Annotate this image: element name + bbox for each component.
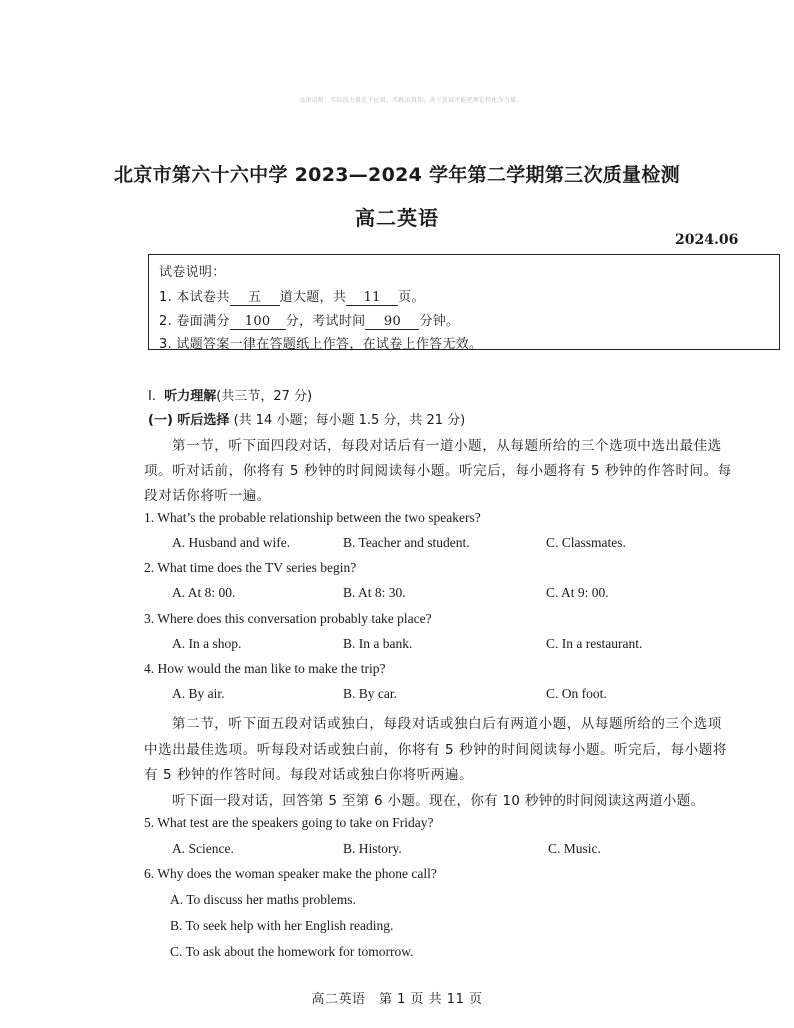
- instructions-text: 分，考试时间: [285, 314, 366, 329]
- question-count: 五: [230, 286, 280, 306]
- exam-date: 2024.06: [675, 232, 739, 248]
- section-heading: [148, 385, 312, 404]
- option-c: C. On foot.: [546, 686, 607, 701]
- option-c: C. Music.: [548, 841, 601, 856]
- intro-paragraph-2-line: 中选出最佳选项。听每段对话或独白前，你将有 5 秒钟的时间阅读每小题。听完后，每小题将: [144, 742, 727, 758]
- exam-subtitle: 高二英语: [355, 206, 439, 230]
- option-a: A. At 8: 00.: [172, 585, 236, 600]
- option-a: A. By air.: [172, 686, 225, 701]
- option-b: B. Teacher and student.: [343, 535, 470, 550]
- option-b: B. History.: [343, 841, 402, 856]
- option-a: A. In a shop.: [172, 636, 242, 651]
- option-b: B. By car.: [343, 686, 397, 701]
- part-info: (共 14 小题；每小题 1.5 分，共 21 分): [233, 413, 466, 428]
- intro-paragraph-1-line: 第一节，听下面四段对话，每段对话后有一道小题，从每题所给的三个选项中选出最佳选: [172, 438, 722, 454]
- option-b: B. To seek help with her English reading.: [170, 918, 394, 933]
- exam-title: 北京市第六十六中学 2023—2024 学年第二学期第三次质量检测: [114, 164, 680, 186]
- section-info: (共三节，27 分): [216, 389, 313, 404]
- watermark-text: ◎滚动附：实际的力量在于应用，实践出真知，善于尝试才能把理论转化为力量。: [300, 97, 523, 104]
- option-c: C. In a restaurant.: [546, 636, 643, 651]
- intro-paragraph-2-line: 有 5 秒钟的作答时间。每段对话或独白你将听两遍。: [144, 767, 474, 783]
- option-c: C. At 9: 00.: [546, 585, 609, 600]
- question-stem: 6. Why does the woman speaker make the phone call?: [144, 866, 437, 881]
- instructions-text: 1. 本试卷共: [159, 290, 230, 305]
- page-count: 11: [346, 290, 398, 306]
- question-stem: 1. What’s the probable relationship between the two speakers?: [144, 510, 481, 525]
- page-footer: 高二英语 第 1 页 共 11 页: [311, 992, 483, 1007]
- section-number: Ⅰ.: [148, 389, 156, 404]
- option-c: C. Classmates.: [546, 535, 626, 550]
- part-name: (一) 听后选择: [148, 413, 230, 428]
- option-b: B. At 8: 30.: [343, 585, 406, 600]
- option-a: A. Science.: [172, 841, 234, 856]
- question-stem: 3. Where does this conversation probably take place?: [144, 611, 432, 626]
- dialog-instruction: 听下面一段对话，回答第 5 至第 6 小题。现在，你有 10 秒钟的时间阅读这两道小题。: [172, 793, 705, 809]
- section-name: 听力理解: [164, 389, 217, 404]
- instructions-box: [148, 254, 780, 350]
- intro-paragraph-1-line: 段对话你将听一遍。: [144, 488, 271, 504]
- instructions-text: 页。: [398, 290, 425, 305]
- part-heading: [148, 409, 465, 428]
- instructions-text: 2. 卷面满分: [159, 314, 230, 329]
- instructions-line-1: [159, 286, 425, 306]
- option-a: A. To discuss her maths problems.: [170, 892, 356, 907]
- instructions-text: 道大题，共: [279, 290, 347, 305]
- instructions-line-2: [159, 310, 459, 330]
- exam-duration: 90: [365, 314, 419, 330]
- option-c: C. To ask about the homework for tomorrow.: [170, 944, 414, 959]
- question-stem: 4. How would the man like to make the trip?: [144, 661, 386, 676]
- instructions-line-3: 3. 试题答案一律在答题纸上作答，在试卷上作答无效。: [159, 337, 483, 352]
- full-score: 100: [230, 314, 286, 330]
- intro-paragraph-2-line: 第二节，听下面五段对话或独白，每段对话或独白后有两道小题，从每题所给的三个选项: [172, 716, 722, 732]
- intro-paragraph-1-line: 项。听对话前，你将有 5 秒钟的时间阅读每小题。听完后，每小题将有 5 秒钟的作答时间。每: [144, 463, 732, 479]
- question-stem: 5. What test are the speakers going to take on Friday?: [144, 815, 434, 830]
- option-b: B. In a bank.: [343, 636, 413, 651]
- instructions-heading: 试卷说明：: [159, 265, 226, 280]
- option-a: A. Husband and wife.: [172, 535, 291, 550]
- question-stem: 2. What time does the TV series begin?: [144, 560, 357, 575]
- instructions-text: 分钟。: [419, 314, 460, 329]
